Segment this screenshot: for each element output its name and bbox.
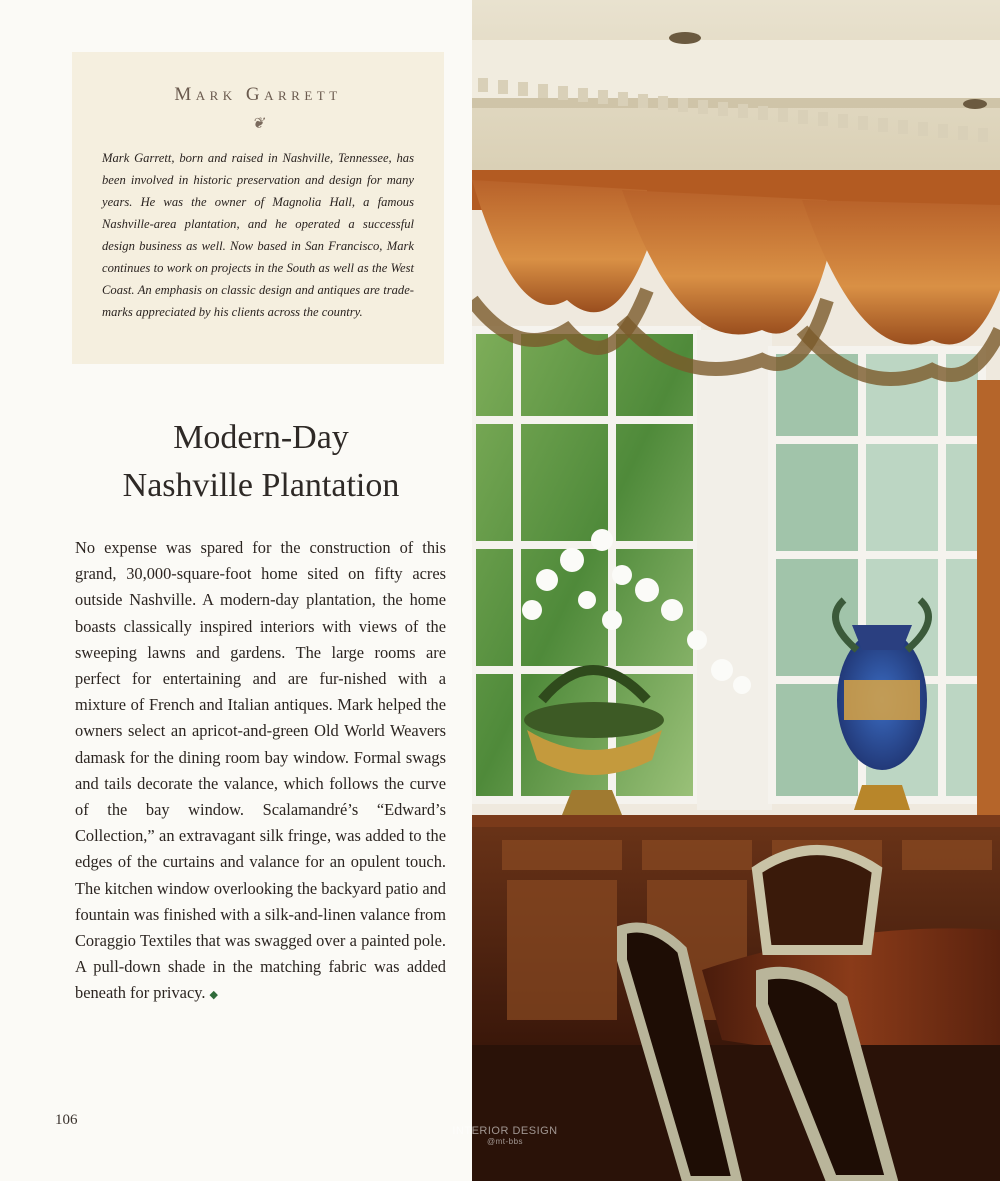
article-body-text: No expense was spared for the construction of this grand, 30,000-square-foot home sited on fifty acres outside Nashville. A modern-day plantation, the home boasts classically inspired interiors with views of the sweeping lawns and gardens. The large rooms are perfect for entertaining and are fur-nished with a mixture of French and Italian antiques. Mark helped the owners select an apricot-and-green Old World Weavers damask for the dining room bay window. Formal swags and tails decorate the valance, which follows the curve of the bay window. Scalamandré’s “Edward’s Collection,” an extravagant silk fringe, was added to the edges of the curtains and valance for an opulent touch. The kitchen window overlooking the backyard patio and fountain was finished with a silk-and-linen valance from Coraggio Textiles that was swagged over a painted pole. A pull-down shade in the matching fabric was added beneath for privacy. bbox=[75, 538, 446, 1003]
designer-name: Mark Garrett bbox=[174, 84, 342, 105]
end-mark-icon: ◆ bbox=[209, 989, 218, 1002]
dining-room-illustration bbox=[472, 0, 1000, 1181]
dining-room-photo bbox=[472, 0, 1000, 1181]
designer-bio-box bbox=[72, 52, 444, 364]
article-title bbox=[76, 414, 446, 510]
watermark bbox=[440, 1125, 570, 1146]
article-body bbox=[75, 535, 446, 1009]
left-page bbox=[0, 0, 472, 1181]
dining-chair-back bbox=[757, 850, 877, 950]
watermark-line-2: @mt-bbs bbox=[486, 1137, 524, 1146]
article-title-line-1: Modern-Day bbox=[173, 419, 349, 456]
page-number: 106 bbox=[55, 1112, 78, 1128]
crown-molding bbox=[472, 40, 1000, 98]
article-title-line-2: Nashville Plantation bbox=[122, 467, 400, 504]
watermark-line-1: INTERIOR DESIGN bbox=[452, 1125, 558, 1137]
recessed-light bbox=[669, 32, 701, 44]
flourish-ornament-icon: ❦ bbox=[251, 116, 265, 132]
recessed-light bbox=[963, 99, 987, 109]
designer-bio-text: Mark Garrett, born and raised in Nashville, Tennessee, has been involved in historic preservation and design for many years. He was the owner of Magnolia Hall, a famous Nashville-area plantation, and he operated a successful design business as well. Now based in San Francisco, Mark continues to work on projects in the South as well as the West Coast. An emphasis on classic design and antiques are trade-marks appreciated by his clients across the country. bbox=[102, 151, 414, 319]
window-pier bbox=[697, 330, 772, 810]
curtain-panel bbox=[977, 380, 1000, 820]
